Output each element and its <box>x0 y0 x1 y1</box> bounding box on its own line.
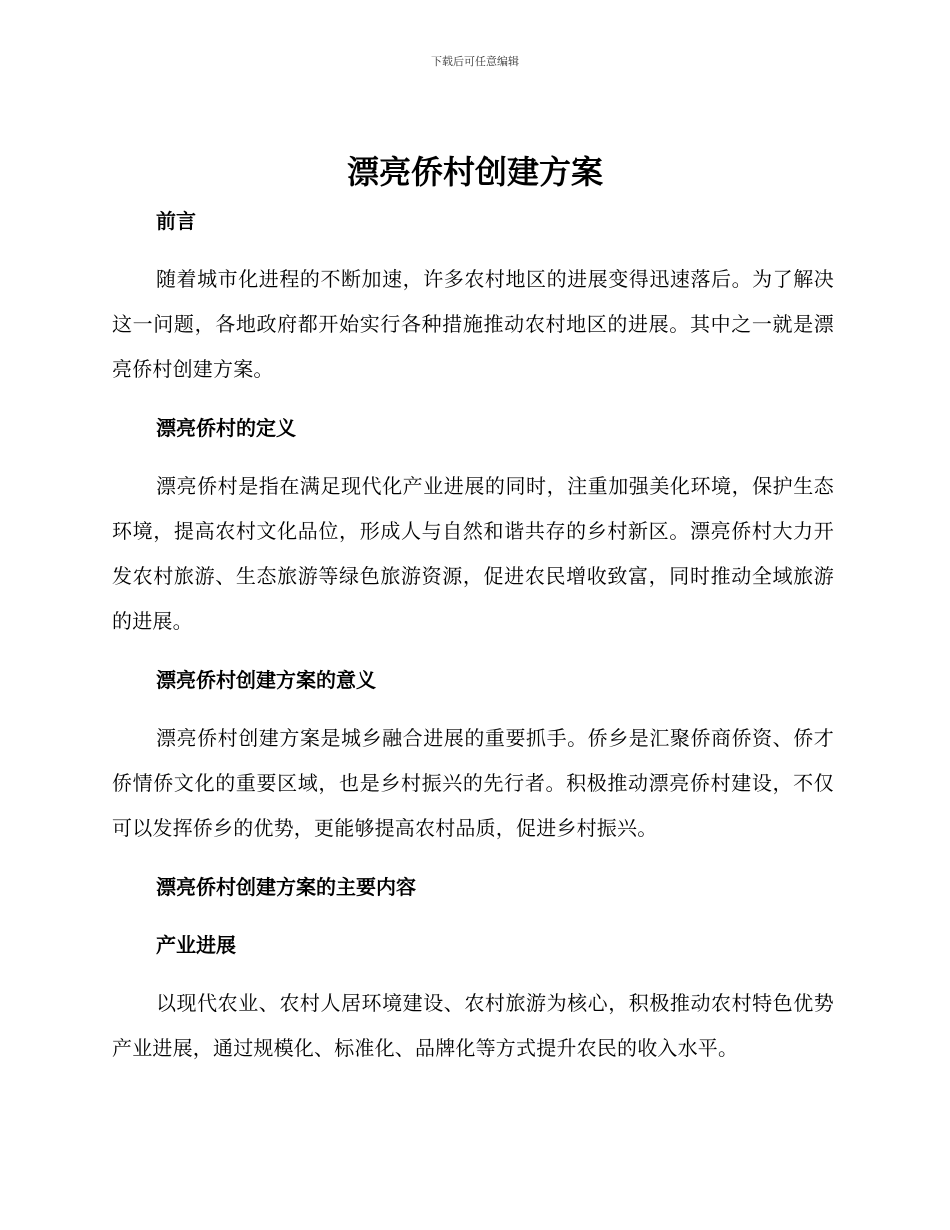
document-body <box>112 199 834 1085</box>
section-paragraph-significance: 漂亮侨村创建方案是城乡融合进展的重要抓手。侨乡是汇聚侨商侨资、侨才侨情侨文化的重要区域，也是乡村振兴的先行者。积极推动漂亮侨村建设，不仅可以发挥侨乡的优势，更能够提高农村品质，促进乡村振兴。 <box>112 726 834 840</box>
section-heading-significance: 漂亮侨村创建方案的意义 <box>156 668 376 692</box>
section-paragraph-preface: 随着城市化进程的不断加速，许多农村地区的进展变得迅速落后。为了解决这一问题，各地政府都开始实行各种措施推动农村地区的进展。其中之一就是漂亮侨村创建方案。 <box>112 267 834 381</box>
section-paragraph-definition: 漂亮侨村是指在满足现代化产业进展的同时，注重加强美化环境，保护生态环境，提高农村文化品位，形成人与自然和谐共存的乡村新区。漂亮侨村大力开发农村旅游、生态旅游等绿色旅游资源，促进农民增收致富，同时推动全域旅游的进展。 <box>112 474 834 633</box>
section-heading-preface: 前言 <box>156 209 196 233</box>
document-title: 漂亮侨村创建方案 <box>346 153 603 191</box>
header-note: 下载后可任意编辑 <box>431 55 519 68</box>
section-heading-definition: 漂亮侨村的定义 <box>156 416 296 440</box>
section-paragraph-industry: 以现代农业、农村人居环境建设、农村旅游为核心，积极推动农村特色优势产业进展，通过规模化、标准化、品牌化等方式提升农民的收入水平。 <box>112 991 834 1060</box>
section-heading-industry: 产业进展 <box>156 933 236 957</box>
section-heading-main-content: 漂亮侨村创建方案的主要内容 <box>156 875 416 899</box>
